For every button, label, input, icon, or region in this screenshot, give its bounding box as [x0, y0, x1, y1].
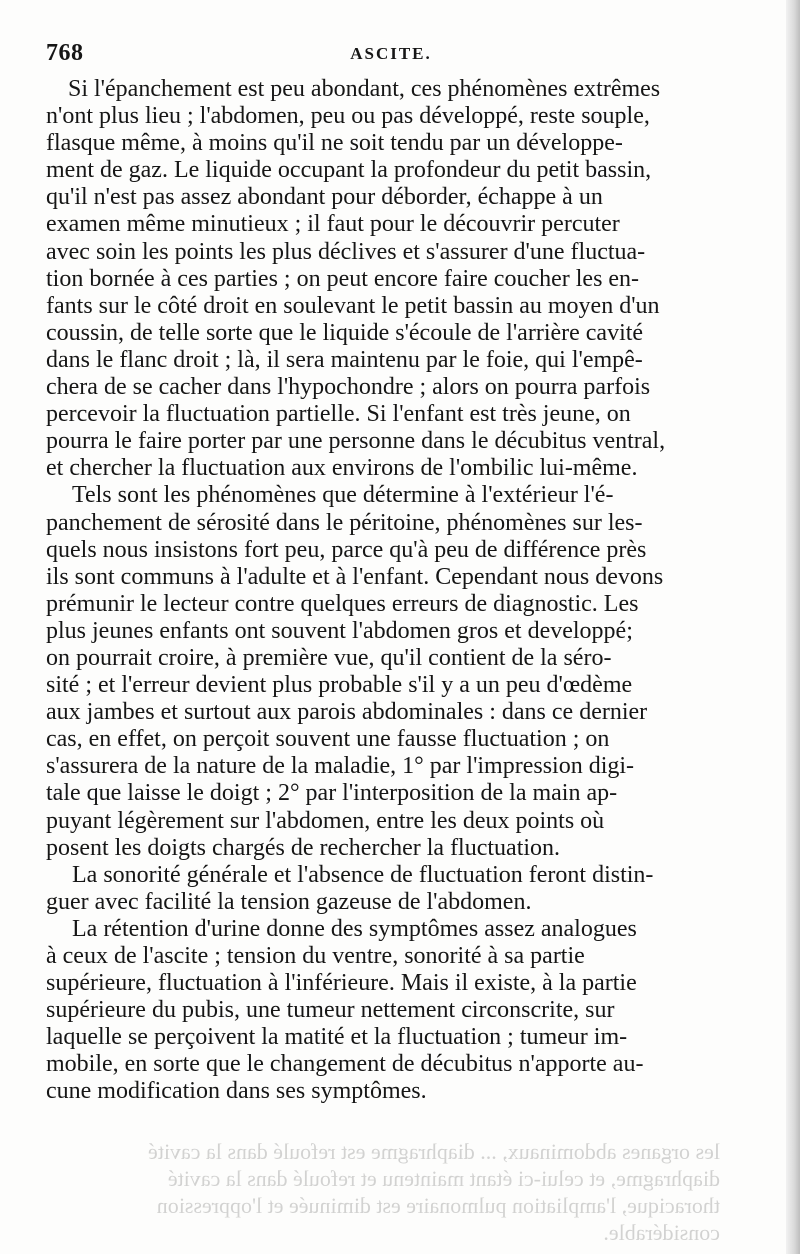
text-line: qu'il n'est pas assez abondant pour déborder, échappe à un	[46, 184, 603, 211]
text-line: s'assurera de la nature de la maladie, 1° par l'impression digi-	[46, 753, 635, 780]
text-line: prémunir le lecteur contre quelques erreurs de diagnostic. Les	[46, 590, 639, 617]
text-line: dans le flanc droit ; là, il sera maintenu par le foie, qui l'empê-	[46, 346, 643, 373]
text-line: et chercher la fluctuation aux environs de l'ombilic lui-même.	[46, 455, 638, 482]
text-line: tale que laisse le doigt ; 2° par l'interposition de la main ap-	[46, 780, 618, 807]
text-line: examen même minutieux ; il faut pour le découvrir percuter	[46, 211, 620, 238]
text-line: cas, en effet, on perçoit souvent une fausse fluctuation ; on	[46, 726, 610, 753]
text-line: panchement de sérosité dans le péritoine, phénomènes sur les-	[46, 509, 643, 536]
text-line: mobile, en sorte que le changement de décubitus n'apporte au-	[46, 1051, 644, 1078]
text-line: La sonorité générale et l'absence de fluctuation feront distin-	[72, 861, 654, 888]
text-line: aux jambes et surtout aux parois abdominales : dans ce dernier	[46, 699, 648, 726]
text-line: flasque même, à moins qu'il ne soit tendu par un développe-	[46, 130, 623, 157]
text-line: La rétention d'urine donne des symptômes assez analogues	[72, 915, 637, 942]
text-line: supérieure, fluctuation à l'inférieure. Mais il existe, à la partie	[46, 970, 637, 997]
text-line: posent les doigts chargés de rechercher la fluctuation.	[46, 834, 561, 861]
bleed-through-text	[147, 1138, 720, 1246]
text-line: ils sont communs à l'adulte et à l'enfant. Cependant nous devons	[46, 563, 664, 590]
text-line: quels nous insistons fort peu, parce qu'à peu de différence près	[46, 536, 647, 563]
text-line: plus jeunes enfants ont souvent l'abdomen gros et developpé;	[46, 617, 633, 644]
text-line: supérieure du pubis, une tumeur nettement circonscrite, sur	[46, 997, 615, 1024]
body-text	[46, 76, 736, 1106]
text-line: cune modification dans ses symptômes.	[46, 1078, 427, 1105]
text-line: on pourrait croire, à première vue, qu'il contient de la séro-	[46, 644, 612, 671]
text-line: puyant légèrement sur l'abdomen, entre les deux points où	[46, 807, 605, 834]
bleed-line: considérable.	[603, 1220, 720, 1245]
text-line: guer avec facilité la tension gazeuse de l'abdomen.	[46, 888, 532, 915]
text-line: Tels sont les phénomènes que détermine à l'extérieur l'é-	[72, 482, 614, 509]
text-line: pourra le faire porter par une personne dans le décubitus ventral,	[46, 428, 666, 455]
text-line: à ceux de l'ascite ; tension du ventre, sonorité à sa partie	[46, 943, 585, 969]
text-line: percevoir la fluctuation partielle. Si l'enfant est très jeune, on	[46, 401, 631, 428]
page-header	[46, 40, 736, 70]
page-edge-shadow	[786, 0, 800, 1254]
page-number: 768	[46, 40, 84, 66]
text-line: laquelle se perçoivent la matité et la fluctuation ; tumeur im-	[46, 1024, 628, 1051]
text-line: chera de se cacher dans l'hypochondre ; alors on pourra parfois	[46, 374, 651, 401]
text-line: Si l'épanchement est peu abondant, ces phénomènes extrêmes	[68, 76, 661, 102]
bleed-line: diaphragme, et celui-ci étant maintenu et refoulé dans la cavité	[167, 1166, 720, 1191]
running-title: ASCITE.	[350, 44, 432, 63]
text-line: n'ont plus lieu ; l'abdomen, peu ou pas développé, reste souple,	[46, 103, 650, 130]
text-line: coussin, de telle sorte que le liquide s'écoule de l'arrière cavité	[46, 319, 644, 346]
bleed-line: les organes abdominaux, ... diaphragme est refoulé dans la cavité	[147, 1139, 720, 1164]
text-line: ment de gaz. Le liquide occupant la profondeur du petit bassin,	[46, 157, 652, 184]
text-line: sité ; et l'erreur devient plus probable s'il y a un peu d'œdème	[46, 672, 633, 699]
text-line: tion bornée à ces parties ; on peut encore faire coucher les en-	[46, 265, 640, 292]
text-line: fants sur le côté droit en soulevant le petit bassin au moyen d'un	[46, 292, 660, 319]
bleed-line: thoracique, l'ampliation pulmonaire est diminuée et l'oppression	[156, 1193, 720, 1218]
text-line: avec soin les points les plus déclives et s'assurer d'une fluctua-	[46, 238, 646, 265]
